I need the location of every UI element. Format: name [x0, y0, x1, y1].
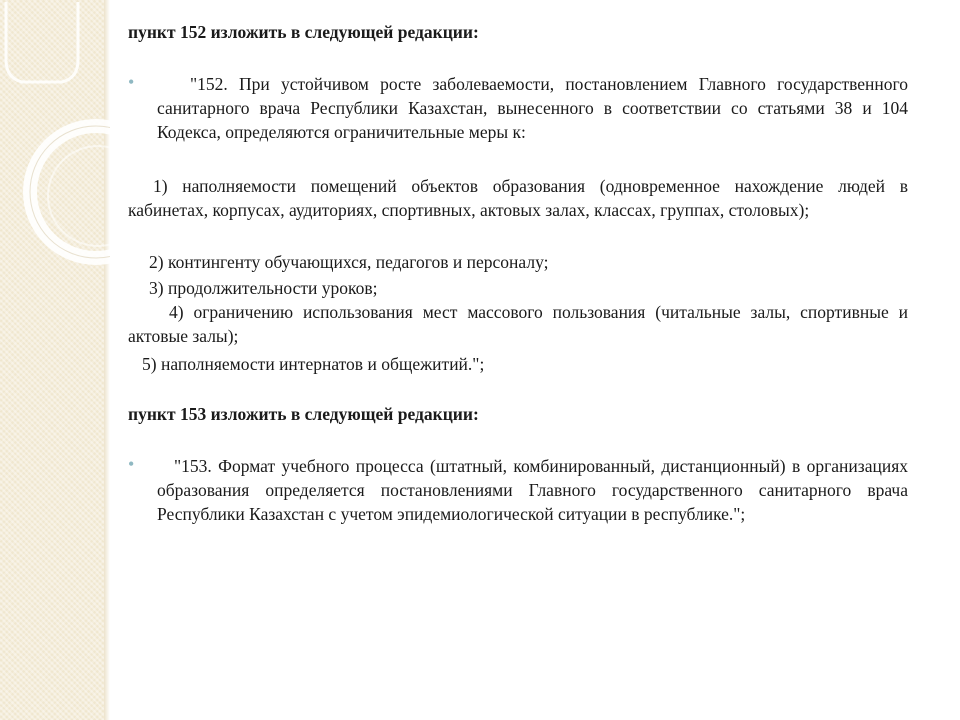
section-152-item-3: 3) продолжительности уроков; [149, 278, 378, 298]
section-153-heading: пункт 153 изложить в следующей редакции: [128, 404, 479, 424]
bullet-icon: • [128, 454, 135, 474]
section-152-item-2: 2) контингенту обучающихся, педагогов и персоналу; [149, 252, 549, 272]
section-152-item-1: 1) наполняемости помещений объектов образования (одновременное нахождение людей в кабинетах, корпусах, аудиториях, спортивных, актовых залах, классах, группах, столовых); [128, 176, 908, 220]
section-152-heading: пункт 152 изложить в следующей редакции: [128, 22, 479, 42]
section-152-item-4: 4) ограничению использования мест массового пользования (читальные залы, спортивные и актовые залы); [128, 302, 908, 346]
section-152-item-5: 5) наполняемости интернатов и общежитий."; [142, 354, 485, 374]
bullet-icon: • [128, 72, 135, 92]
section-153-intro: "153. Формат учебного процесса (штатный, комбинированный, дистанционный) в организациях образования определяется постановлениями Главного государственного санитарного врача Республики Казахстан с учетом эпидемиологической ситуации в республике."; [157, 456, 908, 524]
decorative-rings [0, 0, 110, 720]
section-152-intro: "152. При устойчивом росте заболеваемости, постановлением Главного государственного санитарного врача Республики Казахстан, вынесенного в соответствии со статьями 38 и 104 Кодекса, определяются ограничительные меры к: [157, 74, 908, 142]
